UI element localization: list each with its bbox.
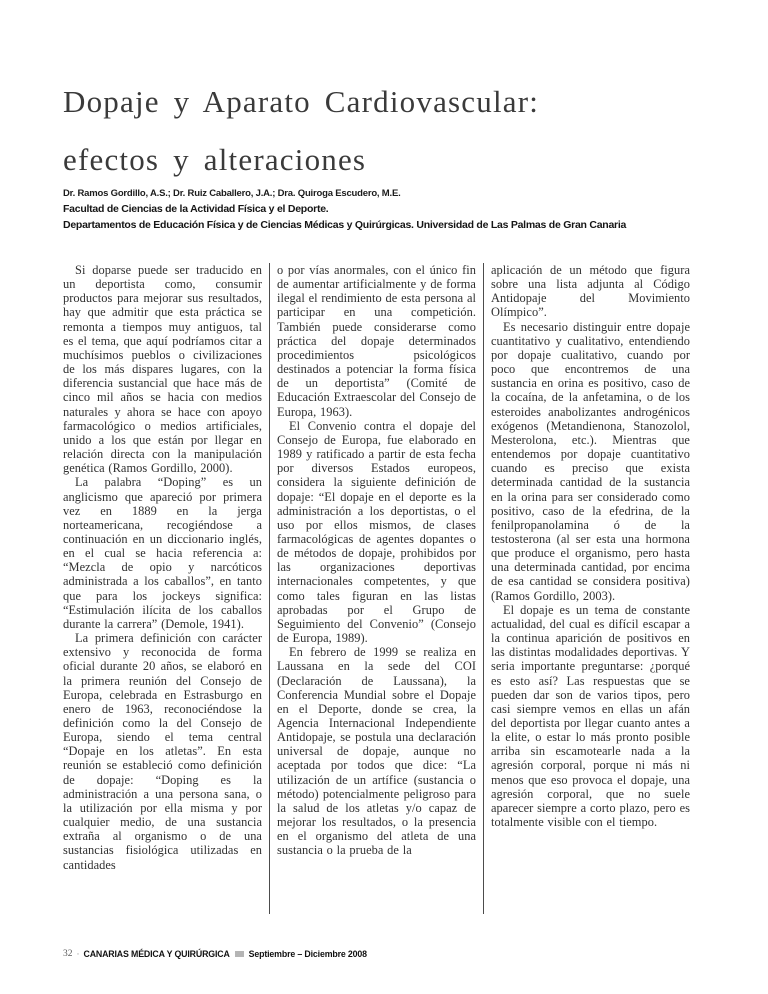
article-title [63, 86, 723, 175]
text-column-3 [491, 263, 690, 914]
title-line-2: efectos y alteraciones [63, 142, 367, 177]
article-paragraph-continuation: o por vías anormales, con el único fin de aumentar artificialmente y de forma ilegal el rendimiento de esta persona al participar en una competición. También puede considerarse como práctica del dopaje determinados procedimientos psicológicos destinados a potenciar la forma física de un deportista” (Comité de Educación Extraescolar del Consejo de Europa, 1963). [277, 263, 476, 419]
article-paragraph: Es necesario distinguir entre dopaje cuantitativo y cualitativo, entendiendo por dopaje cualitativo, cuando por poco que encontremos de una sustancia en orina es positivo, caso de la cocaína, de la anfetamina, o de los esteroides anabolizantes androgénicos exógenos (Metandienona, Stanozolol, Mesterolona, etc.). Mientras que entendemos por dopaje cuantitativo cuando es preciso que exista determinada cantidad de la sustancia en la orina para ser considerado como positivo, caso de la efedrina, de la fenilpropanolamina ó de la testosterona (al ser esta una hormona que produce el organismo, pero hasta una determinada cantidad, por encima de esa cantidad se considera positiva) (Ramos Gordillo, 2003). [491, 319, 690, 603]
article-header [63, 86, 723, 231]
article-paragraph: El dopaje es un tema de constante actualidad, del cual es difícil escapar a la continua aparición de positivos en las distintas modalidades deportivas. Y seria importante preguntarse: ¿porqué es esto así? Las respuestas que se pueden dar son de varios tipos, pero casi siempre vemos en ellas un afán del deportista por llegar cuanto antes a la elite, o estar lo más pronto posible arriba sin escamotearle nada a la agresión corporal, porque ni más ni menos que eso provoca el dopaje, una agresión corporal, que no suele aparecer siempre a corto plazo, pero es totalmente visible con el tiempo. [491, 602, 690, 830]
affiliation-departments: Departamentos de Educación Física y de Ciencias Médicas y Quirúrgicas. Universidad de Las Palmas de Gran Canaria [63, 219, 627, 231]
title-line-1: Dopaje y Aparato Cardiovascular: [63, 84, 540, 119]
column-divider [483, 263, 484, 914]
article-paragraph-continuation: aplicación de un método que figura sobre una lista adjunta al Código Antidopaje del Movimiento Olímpico”. [491, 263, 690, 320]
column-divider [269, 263, 270, 914]
footer-separator: · [76, 949, 80, 959]
square-marker-icon [235, 951, 244, 957]
page-footer [63, 949, 367, 959]
article-paragraph: El Convenio contra el dopaje del Consejo de Europa, fue elaborado en 1989 y ratificado a partir de esta fecha por diversos Estados europeos, considera la siguiente definición de dopaje: “El dopaje en el deporte es la administración a los deportistas, o el uso por ellos mismos, de clases farmacológicas de agentes dopantes o de métodos de dopaje, prohibidos por las organizaciones deportivas internacionales competentes, y que como tales figuran en las listas aprobadas por el Grupo de Seguimiento del Convenio” (Consejo de Europa, 1989). [277, 418, 476, 646]
article-paragraph: En febrero de 1999 se realiza en Laussana en la sede del COI (Declaración de Laussana), la Conferencia Mundial sobre el Dopaje en el Deporte, donde se crea, la Agencia Internacional Independiente Antidopaje, se postula una declaración universal de dopaje, aunque no aceptada por todos que dice: “La utilización de un artífice (sustancia o método) potencialmente peligroso para la salud de los atletas y/o capaz de mejorar los resultados, o la presencia en el organismo del atleta de una sustancia o la prueba de la [277, 645, 476, 858]
text-column-2 [277, 263, 476, 914]
article-paragraph: Si doparse puede ser traducido en un deportista como, consumir productos para mejorar sus resultados, hay que admitir que esta práctica se remonta a tiempos muy antiguos, tal es el tema, que aquí podríamos citar a muchísimos pueblos o civilizaciones de los más dispares lugares, con la diferencia sustancial que hace más de cinco mil años se hacia con medios naturales y ahora se hace con apoyo farmacológico o medios artificiales, unido a los que están por llegar en relación directa con la manipulación genética (Ramos Gordillo, 2000). [63, 263, 262, 476]
issue-dates: Septiembre – Diciembre 2008 [248, 949, 367, 959]
article-body [63, 263, 692, 914]
authors-line: Dr. Ramos Gordillo, A.S.; Dr. Ruiz Caballero, J.A.; Dra. Quiroga Escudero, M.E. [63, 188, 401, 199]
article-paragraph: La primera definición con carácter extensivo y reconocida de forma oficial durante 20 años, se elaboró en la primera reunión del Consejo de Europa, celebrada en Estrasburgo en enero de 1963, reconociéndose la definición como la del Consejo de Europa, siendo el tema central “Dopaje en los atletas”. En esta reunión se estableció como definición de dopaje: “Doping es la administración a una persona sana, o la utilización por ella misma y por cualquier medio, de una sustancia extraña al organismo o de una sustancias fisiológica utilizadas en cantidades [63, 631, 262, 872]
page-number: 32 [63, 949, 73, 959]
text-column-1 [63, 263, 262, 914]
article-paragraph: La palabra “Doping” es un anglicismo que apareció por primera vez en 1889 en la jerga norteamericana, recogiéndose a continuación en un diccionario inglés, en el cual se hacia referencia a: “Mezcla de opio y narcóticos administrada a los caballos”, en tanto que para los jockeys significa: “Estimulación ilícita de los caballos durante la carrera” (Demole, 1941). [63, 475, 262, 631]
affiliation-faculty: Facultad de Ciencias de la Actividad Física y el Deporte. [63, 203, 329, 215]
journal-name: CANARIAS MÉDICA Y QUIRÚRGICA [83, 949, 230, 959]
